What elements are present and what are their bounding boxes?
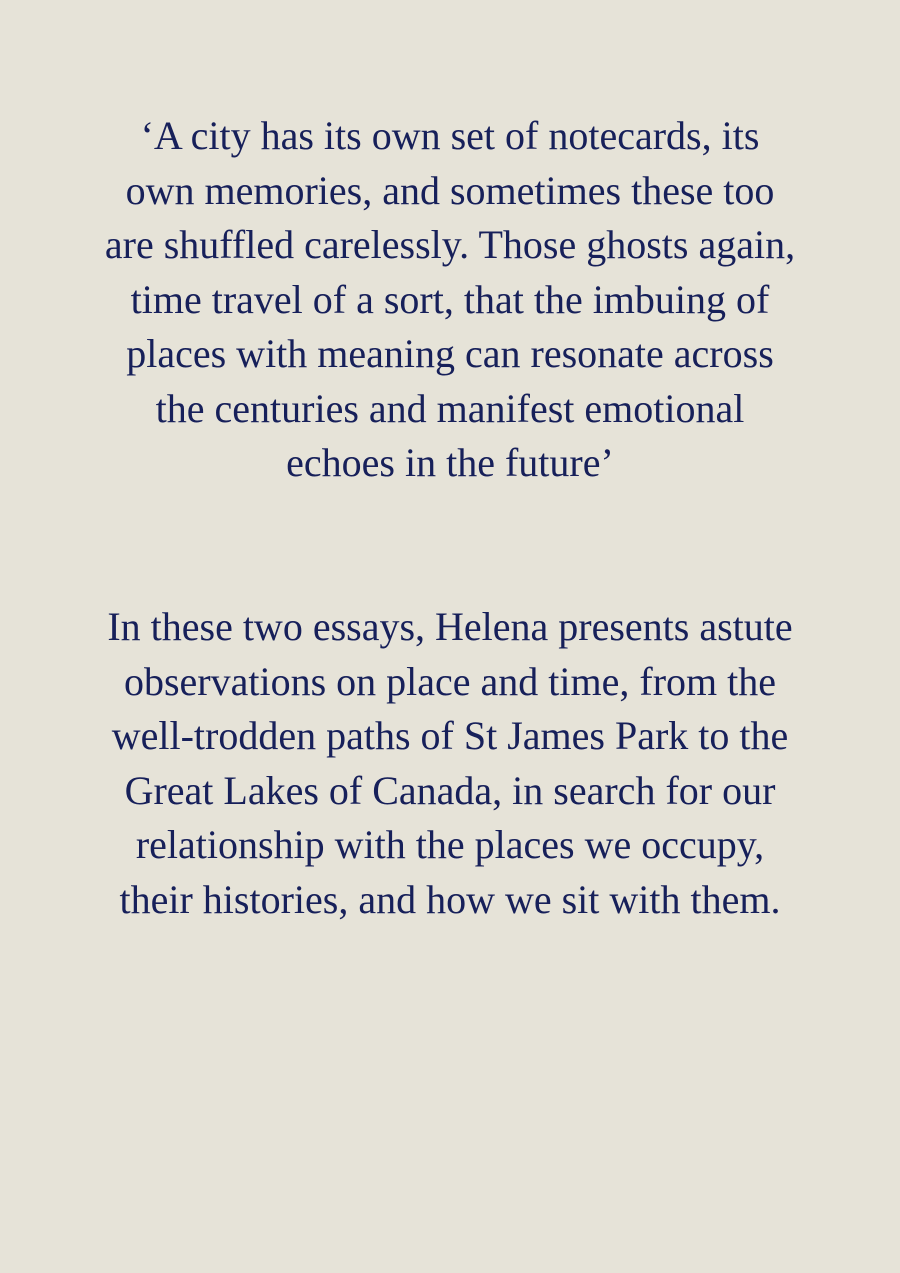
quote-line: the centuries and manifest emotional <box>155 385 745 431</box>
quote-line: time travel of a sort, that the imbuing of <box>130 276 770 322</box>
book-description <box>0 600 900 927</box>
description-line: observations on place and time, from the <box>123 658 777 704</box>
quote-line: ‘A city has its own set of notecards, its <box>140 113 760 158</box>
description-line: In these two essays, Helena presents astute <box>107 604 793 649</box>
pull-quote <box>0 109 900 491</box>
quote-line: own memories, and sometimes these too <box>125 167 775 213</box>
description-line: Great Lakes of Canada, in search for our <box>124 767 776 813</box>
quote-line: places with meaning can resonate across <box>126 331 774 376</box>
description-line: their histories, and how we sit with them. <box>119 876 781 922</box>
description-line: relationship with the places we occupy, <box>135 822 765 867</box>
quote-line: are shuffled carelessly. Those ghosts again, <box>104 222 796 267</box>
quote-line: echoes in the future’ <box>286 440 614 485</box>
description-line: well-trodden paths of St James Park to the <box>111 713 789 758</box>
